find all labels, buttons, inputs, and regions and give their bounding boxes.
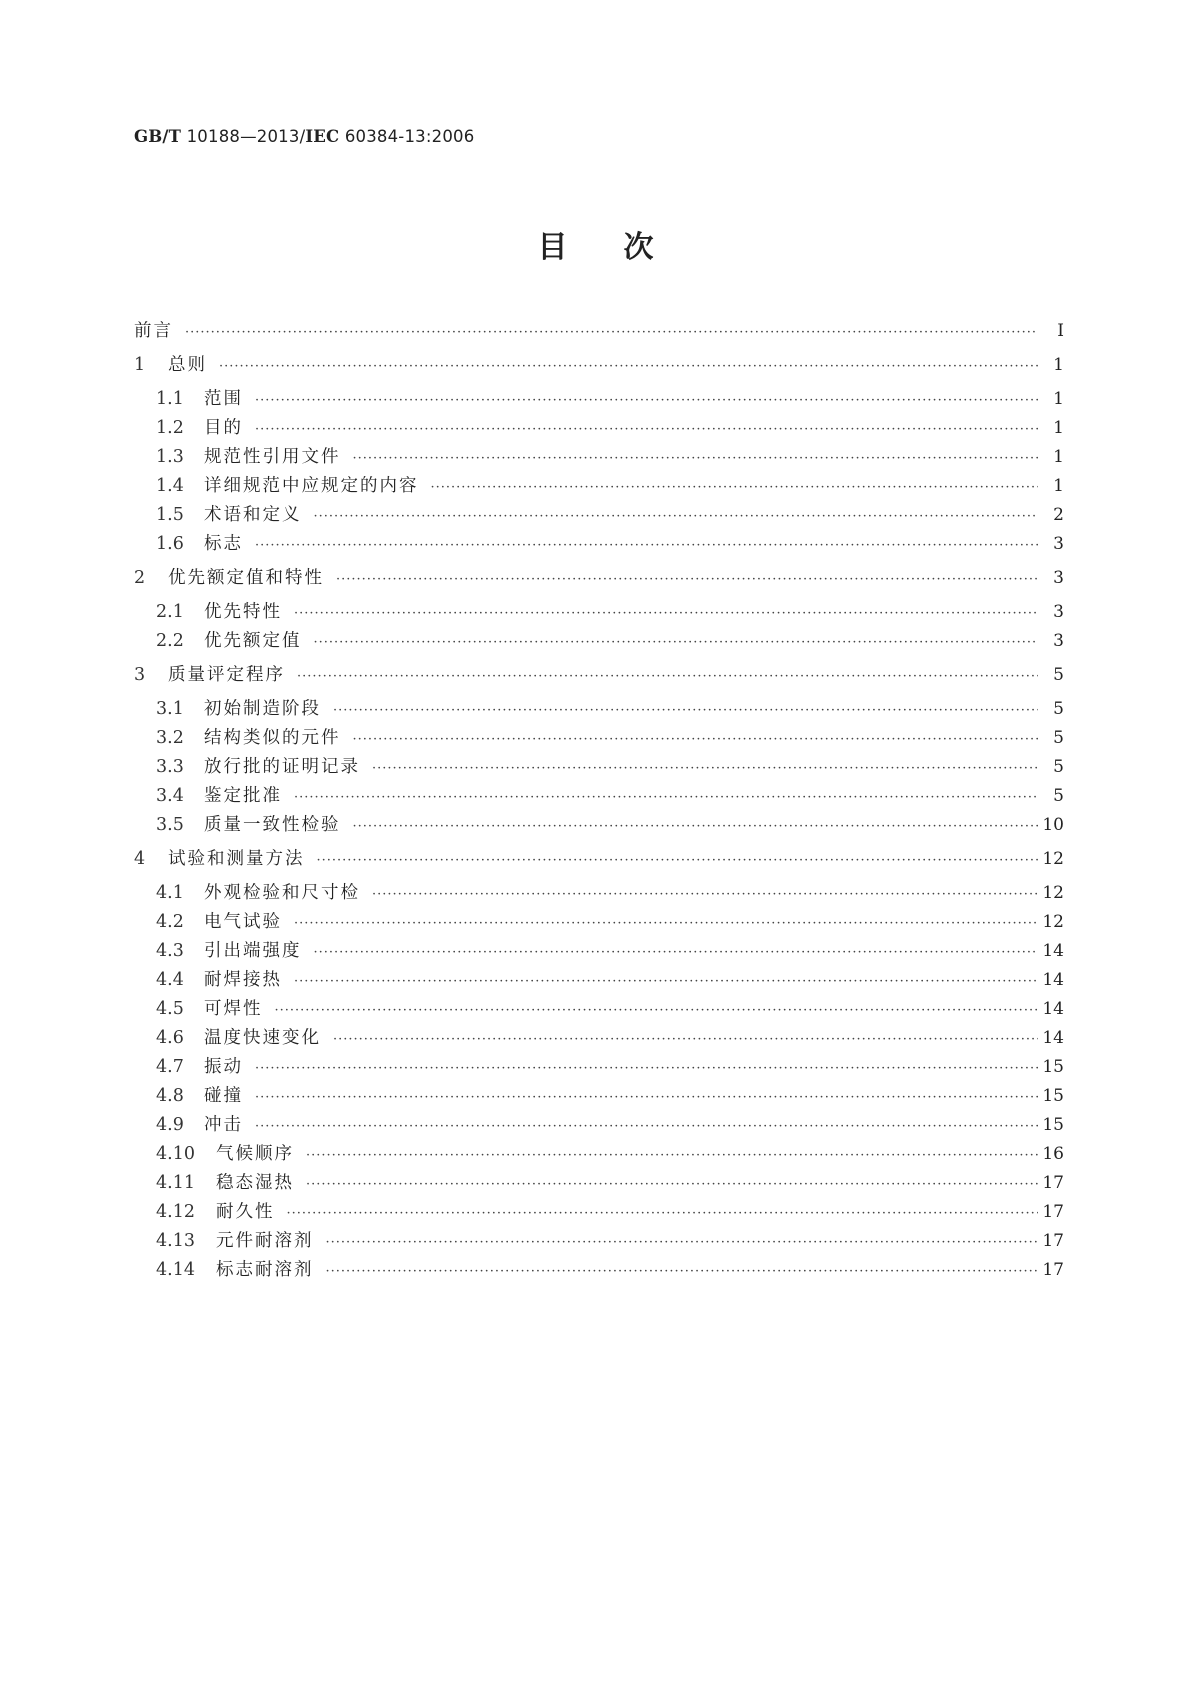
toc-page-number: 1	[1053, 355, 1064, 375]
leader-dots	[306, 1177, 1038, 1192]
toc-label: 标志耐溶剂	[216, 1260, 314, 1280]
toc-entry[interactable]	[134, 1140, 1064, 1165]
toc-number: 1	[134, 355, 146, 375]
leader-dots	[353, 451, 1039, 466]
toc-label: 优先特性	[204, 602, 282, 622]
toc-entry[interactable]	[134, 908, 1064, 933]
toc-page-number: I	[1057, 321, 1064, 341]
toc-entry[interactable]	[134, 1111, 1064, 1136]
toc-label: 气候顺序	[216, 1144, 294, 1164]
toc-number: 1.1	[156, 389, 184, 409]
toc-page-number: 12	[1042, 849, 1064, 869]
toc-page-number: 5	[1053, 699, 1064, 719]
toc-number: 1.4	[156, 476, 184, 496]
toc-number: 3.4	[156, 786, 184, 806]
iec-prefix: IEC	[305, 127, 340, 146]
toc-label: 耐焊接热	[204, 970, 282, 990]
toc-entry[interactable]	[134, 1053, 1064, 1078]
toc-page-number: 5	[1053, 665, 1064, 685]
leader-dots	[326, 1264, 1039, 1279]
leader-dots	[287, 1206, 1039, 1221]
toc-number: 4.5	[156, 999, 184, 1019]
toc-number: 4.3	[156, 941, 184, 961]
toc-label: 引出端强度	[204, 941, 302, 961]
toc-page-number: 3	[1053, 602, 1064, 622]
toc-page-number: 5	[1053, 728, 1064, 748]
toc-page-number: 12	[1042, 912, 1064, 932]
leader-dots	[333, 1032, 1038, 1047]
toc-number: 4	[134, 849, 146, 869]
toc-label: 质量一致性检验	[204, 815, 341, 835]
toc-entry[interactable]	[134, 530, 1064, 555]
toc-label: 可焊性	[204, 999, 263, 1019]
leader-dots	[353, 732, 1039, 747]
leader-dots	[255, 538, 1038, 553]
leader-dots	[431, 480, 1039, 495]
std-rest: 10188—2013/	[181, 127, 306, 146]
toc-entry[interactable]	[134, 1256, 1064, 1281]
toc-number: 2.1	[156, 602, 184, 622]
toc-entry[interactable]	[134, 782, 1064, 807]
leader-dots	[353, 819, 1039, 834]
toc-entry[interactable]	[134, 937, 1064, 962]
toc-page-number: 17	[1042, 1202, 1064, 1222]
toc-number: 4.10	[156, 1144, 195, 1164]
leader-dots	[314, 635, 1039, 650]
toc-entry[interactable]	[134, 414, 1064, 439]
leader-dots	[219, 359, 1038, 374]
toc-page-number: 17	[1042, 1173, 1064, 1193]
toc-label: 结构类似的元件	[204, 728, 341, 748]
toc-page-number: 1	[1053, 418, 1064, 438]
toc-number: 4.9	[156, 1115, 184, 1135]
toc-label: 元件耐溶剂	[216, 1231, 314, 1251]
toc-page-number: 17	[1042, 1260, 1064, 1280]
toc-label: 试验和测量方法	[168, 849, 305, 869]
leader-dots	[275, 1003, 1039, 1018]
toc-number: 1.5	[156, 505, 184, 525]
leader-dots	[255, 393, 1038, 408]
leader-dots	[336, 572, 1038, 587]
toc-number: 4.11	[156, 1173, 195, 1193]
toc-label: 碰撞	[204, 1086, 243, 1106]
toc-number: 3.2	[156, 728, 184, 748]
toc-entry[interactable]	[134, 627, 1064, 652]
toc-number: 1.2	[156, 418, 184, 438]
toc-number: 4.8	[156, 1086, 184, 1106]
toc-label: 稳态湿热	[216, 1173, 294, 1193]
toc-page-number: 1	[1053, 447, 1064, 467]
toc-entry[interactable]	[134, 845, 1064, 870]
leader-dots	[294, 974, 1038, 989]
toc-page-number: 14	[1042, 941, 1064, 961]
toc-entry[interactable]	[134, 1169, 1064, 1194]
toc-number: 4.1	[156, 883, 184, 903]
leader-dots	[306, 1148, 1038, 1163]
leader-dots	[372, 761, 1038, 776]
toc-number: 3.1	[156, 699, 184, 719]
toc-label: 电气试验	[204, 912, 282, 932]
toc-page-number: 14	[1042, 1028, 1064, 1048]
toc-entry[interactable]	[134, 879, 1064, 904]
toc-entry[interactable]	[134, 811, 1064, 836]
toc-label: 质量评定程序	[168, 665, 285, 685]
toc-number: 4.14	[156, 1260, 195, 1280]
leader-dots	[255, 1061, 1038, 1076]
toc-label: 鉴定批准	[204, 786, 282, 806]
iec-rest: 60384-13:2006	[339, 127, 475, 146]
leader-dots	[294, 790, 1038, 805]
toc-entry[interactable]	[134, 966, 1064, 991]
toc-entry[interactable]	[134, 724, 1064, 749]
toc-label: 优先额定值	[204, 631, 302, 651]
toc-entry[interactable]	[134, 1227, 1064, 1252]
toc-page-number: 14	[1042, 970, 1064, 990]
toc-label: 放行批的证明记录	[204, 757, 360, 777]
leader-dots	[314, 509, 1039, 524]
toc-number: 4.7	[156, 1057, 184, 1077]
toc-number: 3.5	[156, 815, 184, 835]
toc-page-number: 17	[1042, 1231, 1064, 1251]
leader-dots	[314, 945, 1039, 960]
toc-entry[interactable]	[134, 695, 1064, 720]
toc-page-number: 5	[1053, 757, 1064, 777]
toc-entry[interactable]	[134, 598, 1064, 623]
toc-number: 1.6	[156, 534, 184, 554]
toc-entry[interactable]	[134, 351, 1064, 376]
toc-label: 总则	[168, 355, 207, 375]
toc-label: 优先额定值和特性	[168, 568, 324, 588]
toc-label: 目的	[204, 418, 243, 438]
toc-number: 2	[134, 568, 146, 588]
leader-dots	[255, 422, 1038, 437]
toc-page-number: 15	[1042, 1115, 1064, 1135]
toc-number: 3.3	[156, 757, 184, 777]
toc-entry[interactable]	[134, 1198, 1064, 1223]
toc-page-number: 5	[1053, 786, 1064, 806]
toc-label: 术语和定义	[204, 505, 302, 525]
toc-entry[interactable]	[134, 385, 1064, 410]
toc-entry[interactable]	[134, 564, 1064, 589]
toc-entry[interactable]	[134, 1082, 1064, 1107]
toc-label: 温度快速变化	[204, 1028, 321, 1048]
toc-number: 4.4	[156, 970, 184, 990]
toc-label: 标志	[204, 534, 243, 554]
toc-number: 4.6	[156, 1028, 184, 1048]
toc-number: 4.13	[156, 1231, 195, 1251]
standard-number	[134, 127, 474, 146]
leader-dots	[255, 1119, 1038, 1134]
toc-entry[interactable]	[134, 443, 1064, 468]
toc-label: 初始制造阶段	[204, 699, 321, 719]
toc-number: 1.3	[156, 447, 184, 467]
leader-dots	[294, 916, 1038, 931]
toc-page-number: 10	[1042, 815, 1064, 835]
toc-label: 外观检验和尺寸检	[204, 883, 360, 903]
toc-label: 耐久性	[216, 1202, 275, 1222]
leader-dots	[294, 606, 1038, 621]
toc-entry[interactable]	[134, 472, 1064, 497]
toc-page-number: 12	[1042, 883, 1064, 903]
toc-entry[interactable]	[134, 1024, 1064, 1049]
page-title: 目次	[537, 230, 710, 265]
toc-page-number: 1	[1053, 389, 1064, 409]
toc-number: 3	[134, 665, 146, 685]
toc-label: 规范性引用文件	[204, 447, 341, 467]
toc-entry[interactable]	[134, 661, 1064, 686]
toc-entry[interactable]	[134, 317, 1064, 342]
leader-dots	[297, 669, 1038, 684]
toc-entry[interactable]	[134, 753, 1064, 778]
toc-label: 详细规范中应规定的内容	[204, 476, 419, 496]
toc-label: 振动	[204, 1057, 243, 1077]
toc-number: 4.12	[156, 1202, 195, 1222]
toc-label: 冲击	[204, 1115, 243, 1135]
toc-page-number: 15	[1042, 1086, 1064, 1106]
toc-page-number: 2	[1053, 505, 1064, 525]
toc-label: 范围	[204, 389, 243, 409]
leader-dots	[255, 1090, 1038, 1105]
leader-dots	[326, 1235, 1039, 1250]
leader-dots	[333, 703, 1038, 718]
toc-page-number: 14	[1042, 999, 1064, 1019]
toc-page-number: 15	[1042, 1057, 1064, 1077]
toc-entry[interactable]	[134, 501, 1064, 526]
toc-page-number: 3	[1053, 534, 1064, 554]
leader-dots	[185, 325, 1038, 340]
toc-number: 4.2	[156, 912, 184, 932]
toc-number: 2.2	[156, 631, 184, 651]
std-prefix: GB/T	[134, 127, 182, 146]
toc-label: 前言	[134, 321, 173, 341]
toc-entry[interactable]	[134, 995, 1064, 1020]
toc-page-number: 16	[1042, 1144, 1064, 1164]
toc-page-number: 3	[1053, 631, 1064, 651]
leader-dots	[372, 887, 1038, 902]
leader-dots	[317, 853, 1039, 868]
toc-page-number: 1	[1053, 476, 1064, 496]
toc-page-number: 3	[1053, 568, 1064, 588]
